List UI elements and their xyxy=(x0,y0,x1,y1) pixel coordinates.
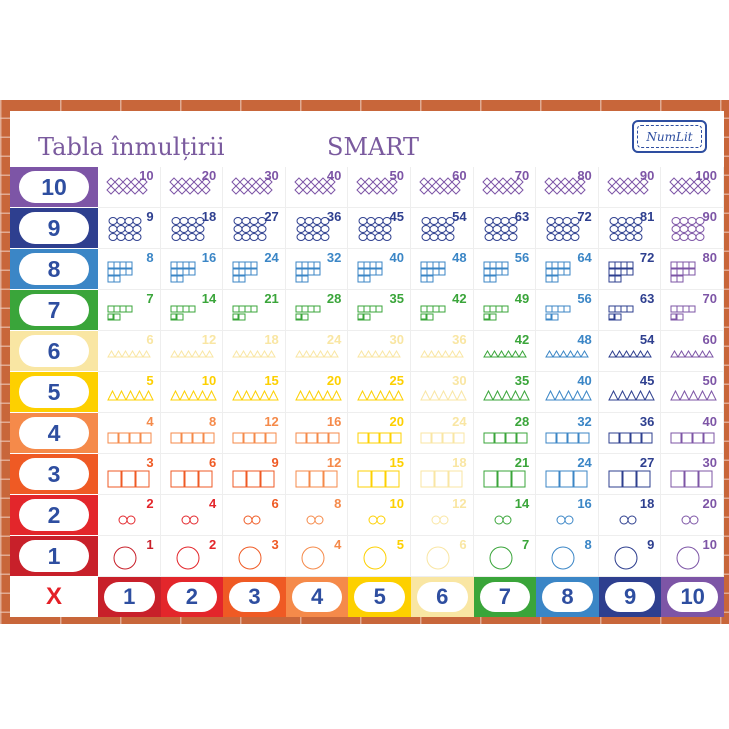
product-cell xyxy=(348,208,411,249)
row-header-2 xyxy=(10,495,98,535)
product-value: 9 xyxy=(146,209,154,224)
product-cell xyxy=(223,372,286,413)
product-value: 24 xyxy=(326,332,342,347)
product-value: 2 xyxy=(146,496,154,511)
product-cell xyxy=(411,372,474,413)
product-cell xyxy=(661,208,724,249)
product-value: 12 xyxy=(264,414,279,429)
product-value: 10 xyxy=(201,373,217,388)
product-value: 4 xyxy=(208,496,217,511)
product-cell xyxy=(536,208,599,249)
column-label: 9 xyxy=(605,582,656,612)
row-header-3 xyxy=(10,454,98,494)
product-value: 16 xyxy=(201,250,217,265)
product-cell xyxy=(536,413,599,454)
column-header-9 xyxy=(599,577,662,617)
product-cell xyxy=(98,208,161,249)
product-value: 28 xyxy=(514,414,530,429)
product-cell xyxy=(161,249,224,290)
product-cell xyxy=(599,413,662,454)
column-label: 3 xyxy=(229,582,280,612)
product-value: 6 xyxy=(146,332,154,347)
row-header-8 xyxy=(10,249,98,289)
product-cell xyxy=(348,290,411,331)
product-cell xyxy=(286,372,349,413)
product-cell xyxy=(599,331,662,372)
product-cell xyxy=(98,331,161,372)
product-cell xyxy=(98,167,161,208)
row-label: 5 xyxy=(19,376,89,408)
multiply-sign: X xyxy=(45,583,62,610)
product-value: 1 xyxy=(146,537,154,552)
product-value: 5 xyxy=(396,537,404,552)
product-value: 5 xyxy=(146,373,154,388)
product-value: 42 xyxy=(514,332,530,347)
product-value: 35 xyxy=(389,291,404,306)
product-cell xyxy=(98,454,161,495)
product-value: 48 xyxy=(452,250,467,265)
product-value: 27 xyxy=(264,209,279,224)
product-cell xyxy=(474,290,537,331)
product-value: 20 xyxy=(389,414,404,429)
poster-title: Tabla înmulțirii xyxy=(38,133,225,161)
product-cell xyxy=(474,536,537,577)
product-cell xyxy=(599,372,662,413)
product-value: 24 xyxy=(264,250,279,265)
product-cell xyxy=(599,536,662,577)
product-value: 2 xyxy=(208,537,217,552)
product-cell xyxy=(599,454,662,495)
product-cell xyxy=(223,249,286,290)
column-header-10 xyxy=(661,577,724,617)
product-value: 27 xyxy=(639,455,655,470)
row-label: 4 xyxy=(19,417,89,449)
row-header-1 xyxy=(10,536,98,576)
product-cell xyxy=(411,249,474,290)
product-cell xyxy=(411,167,474,208)
product-cell xyxy=(411,413,474,454)
product-value: 8 xyxy=(334,496,342,511)
product-cell xyxy=(223,454,286,495)
product-cell xyxy=(348,331,411,372)
product-value: 36 xyxy=(639,414,655,429)
product-cell xyxy=(348,495,411,536)
column-label: 10 xyxy=(667,582,718,612)
product-cell xyxy=(161,290,224,331)
product-value: 30 xyxy=(452,373,467,388)
product-cell xyxy=(348,413,411,454)
product-cell xyxy=(161,454,224,495)
product-cell xyxy=(161,208,224,249)
product-cell xyxy=(223,413,286,454)
column-label: 1 xyxy=(104,582,155,612)
column-header-3 xyxy=(223,577,286,617)
product-cell xyxy=(286,208,349,249)
product-value: 48 xyxy=(577,332,592,347)
row-label: 1 xyxy=(19,540,89,572)
product-value: 36 xyxy=(452,332,467,347)
column-header-2 xyxy=(161,577,224,617)
product-value: 21 xyxy=(514,455,530,470)
product-value: 90 xyxy=(702,209,717,224)
product-value: 63 xyxy=(514,209,530,224)
product-cell xyxy=(98,372,161,413)
product-cell xyxy=(536,454,599,495)
product-value: 9 xyxy=(647,537,655,552)
product-cell xyxy=(661,331,724,372)
row-label: 9 xyxy=(19,212,89,244)
column-label: 5 xyxy=(354,582,405,612)
product-value: 45 xyxy=(389,209,404,224)
product-cell xyxy=(161,536,224,577)
product-cell xyxy=(599,167,662,208)
product-value: 32 xyxy=(577,414,592,429)
product-cell xyxy=(223,208,286,249)
product-value: 80 xyxy=(577,168,592,183)
column-label: 2 xyxy=(167,582,218,612)
row-label: 8 xyxy=(19,253,89,285)
product-value: 10 xyxy=(702,537,717,552)
poster-subtitle: SMART xyxy=(327,133,420,161)
product-value: 15 xyxy=(264,373,279,388)
product-cell xyxy=(411,208,474,249)
column-header-8 xyxy=(536,577,599,617)
product-cell xyxy=(223,331,286,372)
column-header-1 xyxy=(98,577,161,617)
product-value: 21 xyxy=(264,291,279,306)
product-cell xyxy=(161,331,224,372)
product-value: 32 xyxy=(326,250,342,265)
product-cell xyxy=(98,495,161,536)
product-cell xyxy=(348,372,411,413)
product-value: 40 xyxy=(389,250,404,265)
multiplication-poster xyxy=(10,111,724,617)
product-cell xyxy=(411,495,474,536)
product-value: 60 xyxy=(702,332,717,347)
row-label: 10 xyxy=(19,171,89,203)
product-cell xyxy=(223,290,286,331)
product-value: 24 xyxy=(577,455,592,470)
product-value: 64 xyxy=(577,250,592,265)
product-cell xyxy=(348,454,411,495)
product-cell xyxy=(223,536,286,577)
product-cell xyxy=(474,167,537,208)
row-header-10 xyxy=(10,167,98,207)
product-cell xyxy=(599,495,662,536)
product-cell xyxy=(411,536,474,577)
column-label: 7 xyxy=(480,582,531,612)
product-cell xyxy=(599,208,662,249)
product-value: 18 xyxy=(452,455,467,470)
column-label: 4 xyxy=(292,582,343,612)
product-value: 56 xyxy=(577,291,592,306)
product-value: 60 xyxy=(452,168,467,183)
product-value: 14 xyxy=(201,291,217,306)
product-cell xyxy=(286,290,349,331)
product-cell xyxy=(286,167,349,208)
product-cell xyxy=(536,290,599,331)
product-cell xyxy=(223,495,286,536)
row-label: 3 xyxy=(19,458,89,490)
product-value: 81 xyxy=(639,209,655,224)
product-value: 9 xyxy=(271,455,279,470)
product-value: 54 xyxy=(452,209,467,224)
product-value: 45 xyxy=(639,373,655,388)
row-label: 6 xyxy=(19,335,89,367)
product-value: 90 xyxy=(639,168,655,183)
product-cell xyxy=(98,290,161,331)
product-value: 56 xyxy=(514,250,530,265)
product-cell xyxy=(474,454,537,495)
column-header-6 xyxy=(411,577,474,617)
product-cell xyxy=(474,495,537,536)
product-cell xyxy=(98,536,161,577)
product-value: 20 xyxy=(326,373,342,388)
product-value: 12 xyxy=(452,496,467,511)
product-value: 36 xyxy=(326,209,342,224)
product-value: 12 xyxy=(201,332,217,347)
product-value: 16 xyxy=(577,496,592,511)
product-cell xyxy=(661,290,724,331)
product-value: 6 xyxy=(459,537,467,552)
product-value: 20 xyxy=(201,168,217,183)
product-value: 4 xyxy=(146,414,154,429)
product-value: 30 xyxy=(264,168,279,183)
product-cell xyxy=(98,413,161,454)
row-header-5 xyxy=(10,372,98,412)
product-cell xyxy=(661,249,724,290)
product-value: 8 xyxy=(584,537,592,552)
product-cell xyxy=(161,167,224,208)
product-cell xyxy=(286,331,349,372)
product-value: 40 xyxy=(326,168,342,183)
product-value: 4 xyxy=(334,537,342,552)
product-cell xyxy=(286,536,349,577)
product-cell xyxy=(536,167,599,208)
product-value: 70 xyxy=(702,291,717,306)
product-value: 8 xyxy=(146,250,154,265)
product-value: 30 xyxy=(702,455,717,470)
product-cell xyxy=(661,372,724,413)
column-header-5 xyxy=(348,577,411,617)
product-cell xyxy=(661,536,724,577)
product-cell xyxy=(474,413,537,454)
product-cell xyxy=(411,290,474,331)
product-value: 25 xyxy=(389,373,404,388)
product-cell xyxy=(411,331,474,372)
product-value: 14 xyxy=(514,496,530,511)
product-value: 6 xyxy=(271,496,279,511)
product-value: 3 xyxy=(146,455,154,470)
product-cell xyxy=(536,495,599,536)
product-cell xyxy=(599,290,662,331)
product-value: 8 xyxy=(208,414,217,429)
product-value: 35 xyxy=(514,373,530,388)
numlit-logo: NumLit xyxy=(632,120,707,153)
product-value: 7 xyxy=(521,537,530,552)
column-label: 6 xyxy=(417,582,468,612)
product-value: 18 xyxy=(201,209,217,224)
product-value: 63 xyxy=(639,291,655,306)
product-value: 3 xyxy=(271,537,279,552)
product-cell xyxy=(536,331,599,372)
product-cell xyxy=(161,372,224,413)
product-cell xyxy=(536,536,599,577)
product-value: 70 xyxy=(514,168,530,183)
product-cell xyxy=(474,249,537,290)
product-cell xyxy=(286,454,349,495)
product-cell xyxy=(411,454,474,495)
product-cell xyxy=(474,372,537,413)
product-value: 72 xyxy=(639,250,655,265)
product-value: 100 xyxy=(695,168,717,183)
product-value: 16 xyxy=(326,414,342,429)
product-value: 80 xyxy=(702,250,717,265)
product-cell xyxy=(661,454,724,495)
product-cell xyxy=(536,372,599,413)
column-label: 8 xyxy=(542,582,593,612)
product-cell xyxy=(348,536,411,577)
row-header-6 xyxy=(10,331,98,371)
row-header-7 xyxy=(10,290,98,330)
product-value: 49 xyxy=(514,291,530,306)
product-cell xyxy=(536,249,599,290)
product-value: 50 xyxy=(389,168,404,183)
product-cell xyxy=(661,413,724,454)
product-cell xyxy=(348,167,411,208)
column-header-7 xyxy=(474,577,537,617)
column-header-4 xyxy=(286,577,349,617)
product-cell xyxy=(599,249,662,290)
product-value: 12 xyxy=(326,455,342,470)
product-cell xyxy=(161,495,224,536)
product-value: 42 xyxy=(452,291,467,306)
product-value: 18 xyxy=(264,332,279,347)
product-value: 6 xyxy=(208,455,217,470)
product-cell xyxy=(474,331,537,372)
product-cell xyxy=(661,495,724,536)
row-header-9 xyxy=(10,208,98,248)
product-value: 10 xyxy=(139,168,154,183)
row-label: 2 xyxy=(19,499,89,531)
product-value: 30 xyxy=(389,332,404,347)
product-value: 40 xyxy=(577,373,592,388)
product-cell xyxy=(286,249,349,290)
product-value: 18 xyxy=(639,496,655,511)
product-value: 50 xyxy=(702,373,717,388)
product-value: 28 xyxy=(326,291,342,306)
product-value: 54 xyxy=(639,332,655,347)
product-value: 24 xyxy=(452,414,467,429)
product-cell xyxy=(286,495,349,536)
product-value: 7 xyxy=(146,291,154,306)
product-cell xyxy=(661,167,724,208)
product-value: 10 xyxy=(389,496,404,511)
product-value: 40 xyxy=(702,414,717,429)
product-cell xyxy=(474,208,537,249)
product-value: 72 xyxy=(577,209,592,224)
product-value: 20 xyxy=(702,496,717,511)
product-cell xyxy=(161,413,224,454)
product-cell xyxy=(286,413,349,454)
row-label: 7 xyxy=(19,294,89,326)
product-cell xyxy=(98,249,161,290)
product-cell xyxy=(348,249,411,290)
product-value: 15 xyxy=(389,455,404,470)
row-header-4 xyxy=(10,413,98,453)
product-cell xyxy=(223,167,286,208)
